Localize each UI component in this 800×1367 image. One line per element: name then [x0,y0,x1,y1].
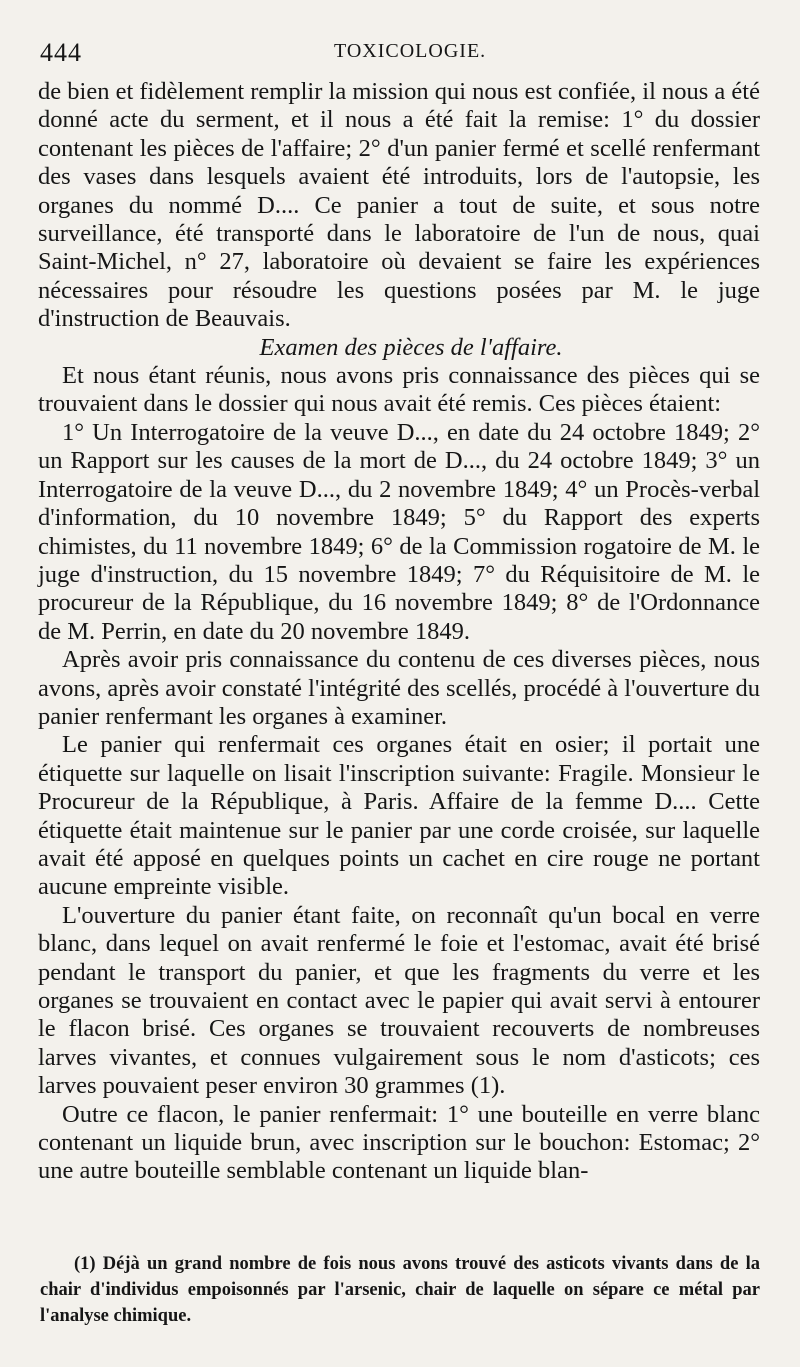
page-header [40,38,760,70]
paragraph-4: Après avoir pris connaissance du contenu de ces diverses pièces, nous avons, après avoir constaté l'intégrité des scellés, procédé à l'ouverture du panier renfermant les organes à examiner. [38,646,760,730]
paragraph-6: L'ouverture du panier étant faite, on reconnaît qu'un bocal en verre blanc, dans lequel on avait renfermé le foie et l'estomac, avait été brisé pendant le transport du panier, et que les fragments du verre et les organes se trouvaient en contact avec le papier qui avait servi à entourer le flacon brisé. Ces organes se trouvaient recouverts de nombreuses larves vivantes, et connues vulgairement sous le nom d'asticots; ces larves pouvaient peser environ 30 grammes (1). [38,901,760,1100]
running-title: TOXICOLOGIE. [334,40,487,62]
paragraph-1: de bien et fidèlement remplir la mission qui nous est confiée, il nous a été donné acte du serment, et il nous a été fait la remise: 1° du dossier contenant les pièces de l'affaire; 2° d'un panier fermé et scellé renfermant des vases dans lesquels avaient été introduits, lors de l'autopsie, les organes du nommé D.... Ce panier a tout de suite, et sous notre surveillance, été transporté dans le laboratoire de l'un de nous, quai Saint-Michel, n° 27, laboratoire où devaient se faire les expériences nécessaires pour résoudre les questions posées par M. le juge d'instruction de Beauvais. [38,78,760,333]
paragraph-5: Le panier qui renfermait ces organes était en osier; il portait une étiquette sur laquelle on lisait l'inscription suivante: Fragile. Monsieur le Procureur de la République, à Paris. Affaire de la femme D.... Cette étiquette était maintenue sur le panier par une corde croisée, sur laquelle avait été apposé en quelques points un cachet en cire rouge ne portant aucune empreinte visible. [38,731,760,901]
paragraph-2: Et nous étant réunis, nous avons pris connaissance des pièces qui se trouvaient dans le dossier qui nous avait été remis. Ces pièces étaient: [38,362,760,418]
page-number: 444 [40,38,82,67]
footnote-1: (1) Déjà un grand nombre de fois nous avons trouvé des asticots vivants dans de la chair d'individus empoisonnés par l'arsenic, chair de laquelle on sépare ce métal par l'analyse chimique. [40,1254,760,1326]
paragraph-7: Outre ce flacon, le panier renfermait: 1° une bouteille en verre blanc contenant un liquide brun, avec inscription sur le bouchon: Estomac; 2° une autre bouteille semblable contenant un liquide blan- [38,1100,760,1185]
paragraph-3: 1° Un Interrogatoire de la veuve D..., en date du 24 octobre 1849; 2° un Rapport sur les causes de la mort de D..., du 24 octobre 1849; 3° un Interrogatoire de la veuve D..., du 2 novembre 1849; 4° un Procès-verbal d'information, du 10 novembre 1849; 5° du Rapport des experts chimistes, du 11 novembre 1849; 6° de la Commission rogatoire de M. le juge d'instruction, du 15 novembre 1849; 7° du Réquisitoire de M. le procureur de la République, du 16 novembre 1849; 8° de l'Ordonnance de M. Perrin, en date du 20 novembre 1849. [38,418,760,645]
main-text [38,78,760,1186]
section-heading: Examen des pièces de l'affaire. [259,333,563,361]
footnotes [40,1251,760,1329]
